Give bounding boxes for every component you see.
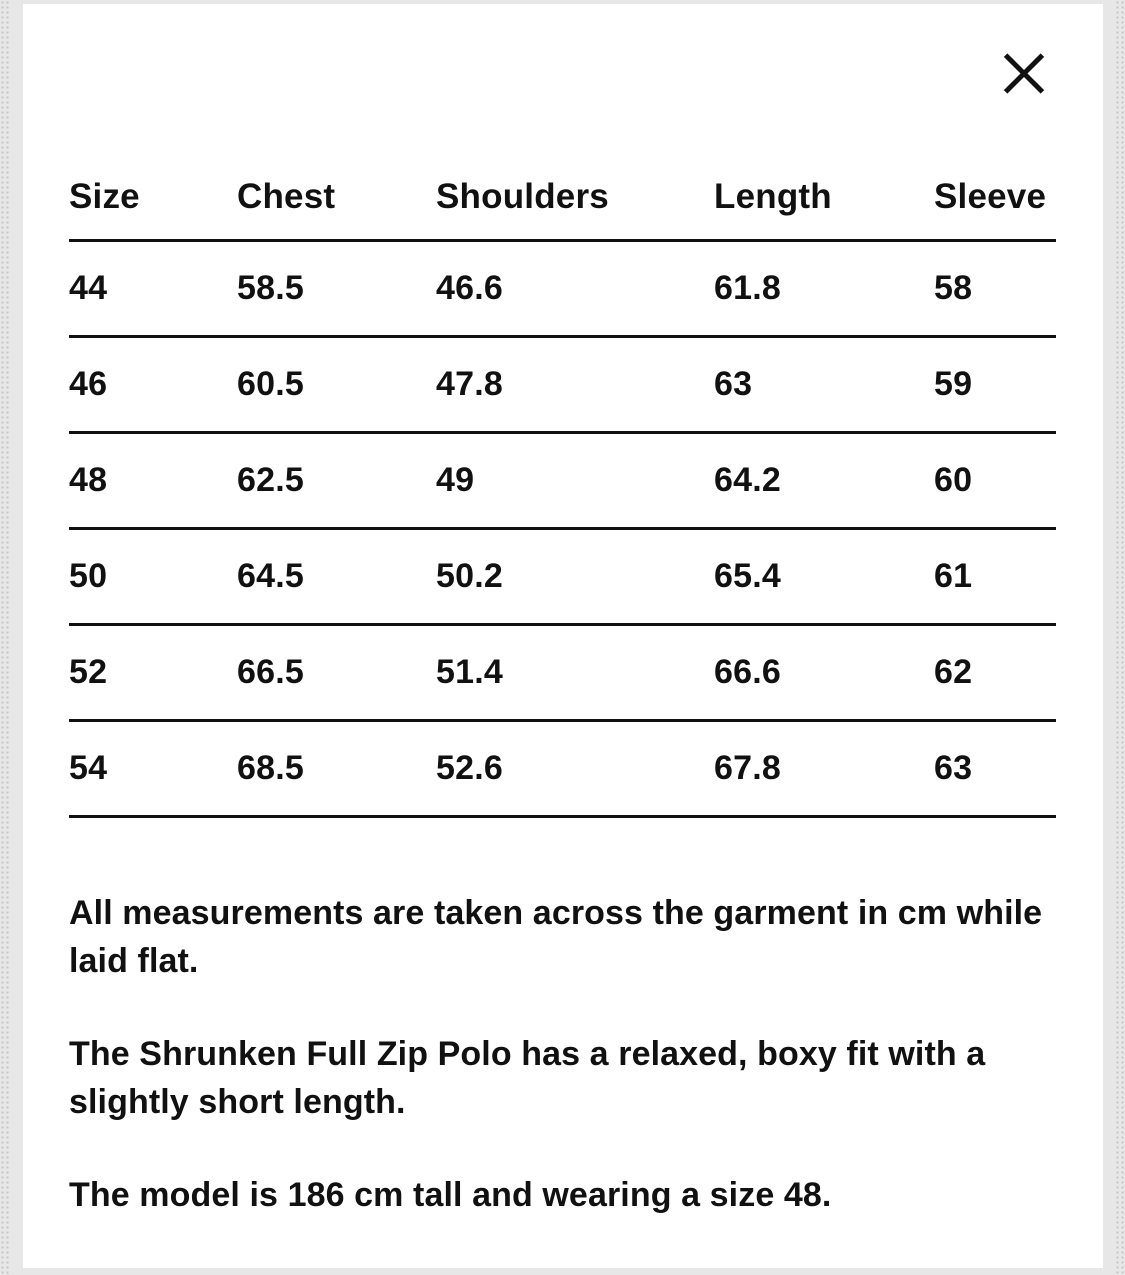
chest-cell: 60.5 xyxy=(237,365,304,403)
shoulders-cell: 52.6 xyxy=(436,749,503,787)
chest-cell: 66.5 xyxy=(237,653,304,691)
shoulders-column-header: Shoulders xyxy=(436,176,609,216)
size-guide-modal xyxy=(23,4,1103,1268)
size-cell: 50 xyxy=(69,557,108,595)
length-column-header: Length xyxy=(714,176,832,216)
table-row xyxy=(69,338,1056,434)
length-cell: 64.2 xyxy=(714,461,781,499)
shoulders-cell: 51.4 xyxy=(436,653,503,691)
size-cell: 44 xyxy=(69,269,108,307)
chest-column-header: Chest xyxy=(237,176,336,216)
shoulders-cell: 50.2 xyxy=(436,557,503,595)
length-cell: 67.8 xyxy=(714,749,781,787)
size-cell: 48 xyxy=(69,461,108,499)
sleeve-cell: 58 xyxy=(934,269,973,307)
sleeve-cell: 61 xyxy=(934,557,973,595)
length-cell: 66.6 xyxy=(714,653,781,691)
table-row xyxy=(69,434,1056,530)
table-row xyxy=(69,722,1056,818)
measurement-note: All measurements are taken across the garment in cm while laid flat. xyxy=(69,894,1043,980)
size-table xyxy=(69,154,1056,818)
chest-cell: 64.5 xyxy=(237,557,304,595)
length-cell: 65.4 xyxy=(714,557,781,595)
size-notes xyxy=(69,889,1059,1264)
table-row xyxy=(69,530,1056,626)
close-icon[interactable] xyxy=(998,48,1050,100)
chest-cell: 62.5 xyxy=(237,461,304,499)
fit-note: The Shrunken Full Zip Polo has a relaxed, boxy fit with a slightly short length. xyxy=(69,1035,986,1121)
size-cell: 54 xyxy=(69,749,108,787)
right-dotted-border xyxy=(1115,0,1125,1275)
size-cell: 46 xyxy=(69,365,108,403)
model-note: The model is 186 cm tall and wearing a size 48. xyxy=(69,1176,832,1214)
left-dotted-border xyxy=(0,0,10,1275)
sleeve-cell: 60 xyxy=(934,461,973,499)
shoulders-cell: 46.6 xyxy=(436,269,503,307)
sleeve-cell: 62 xyxy=(934,653,973,691)
table-row xyxy=(69,242,1056,338)
table-row xyxy=(69,626,1056,722)
sleeve-cell: 59 xyxy=(934,365,973,403)
chest-cell: 58.5 xyxy=(237,269,304,307)
shoulders-cell: 49 xyxy=(436,461,475,499)
sleeve-column-header: Sleeve xyxy=(934,176,1047,216)
size-cell: 52 xyxy=(69,653,108,691)
length-cell: 61.8 xyxy=(714,269,781,307)
chest-cell: 68.5 xyxy=(237,749,304,787)
shoulders-cell: 47.8 xyxy=(436,365,503,403)
length-cell: 63 xyxy=(714,365,753,403)
size-column-header: Size xyxy=(69,176,140,216)
table-header-row xyxy=(69,154,1056,242)
sleeve-cell: 63 xyxy=(934,749,973,787)
